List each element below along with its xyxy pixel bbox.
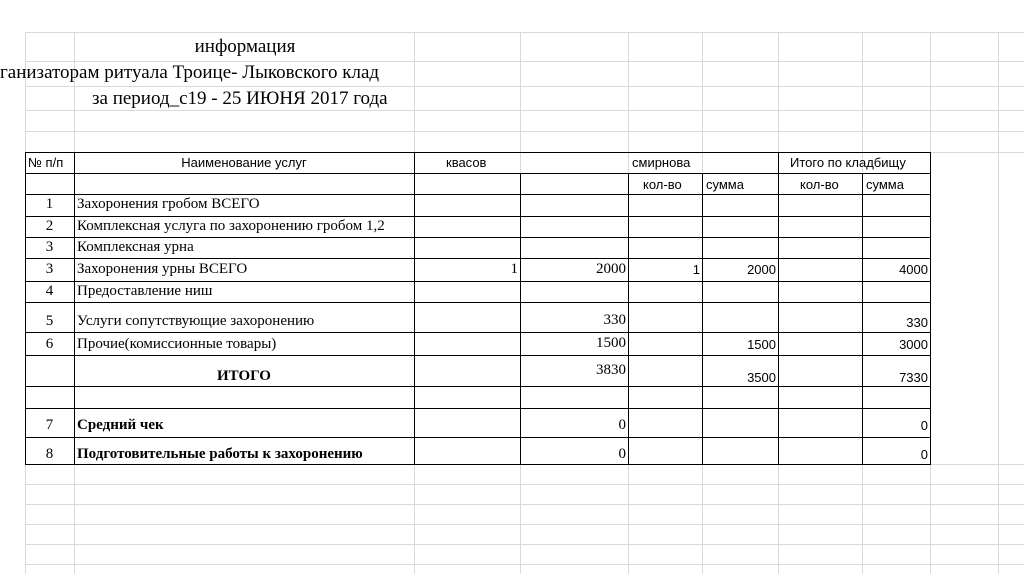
header-num: № п/п: [28, 155, 64, 170]
total-sum-cell: 0: [920, 447, 928, 462]
row-num: 3: [45, 239, 54, 255]
row-num: 6: [45, 336, 54, 352]
kvasov-sum-cell: 0: [618, 417, 626, 433]
row-num: 8: [45, 446, 54, 462]
header-total: Итого по кладбищу: [790, 155, 906, 170]
header-smirnova-sum: сумма: [706, 177, 744, 192]
smirnova-sum-cell: 1500: [747, 337, 776, 352]
header-kvasov: квасов: [446, 155, 487, 170]
header-name: Наименование услуг: [181, 155, 307, 170]
header-total-sum: сумма: [866, 177, 904, 192]
row-num: 7: [45, 417, 54, 433]
doc-title: информация: [194, 36, 296, 57]
row-name: Прочие(комиссионные товары): [77, 336, 277, 352]
header-smirnova: смирнова: [632, 155, 691, 170]
kvasov-sum-cell: 330: [603, 312, 626, 328]
row-num: 3: [45, 261, 54, 277]
row-num: 2: [45, 218, 54, 234]
row-num: 1: [45, 196, 54, 212]
total-sum-cell: 0: [920, 418, 928, 433]
smirnova-sum-cell: 2000: [747, 262, 776, 277]
kvasov-qty-cell: 1: [510, 261, 518, 277]
kvasov-sum-cell: 2000: [596, 261, 626, 277]
total-sum-cell: 4000: [899, 262, 928, 277]
doc-period: за период_с19 - 25 ИЮНЯ 2017 года: [92, 88, 388, 109]
row-name: Комплексная услуга по захоронению гробом 1,2: [77, 218, 385, 234]
row-num: 4: [45, 283, 54, 299]
smirnova-sum-cell: 3500: [747, 370, 776, 385]
kvasov-sum-cell: 1500: [596, 335, 626, 351]
row-name: Подготовительные работы к захоронению: [77, 446, 363, 462]
row-name: Комплексная урна: [77, 239, 194, 255]
total-row-label: ИТОГО: [217, 368, 271, 384]
kvasov-sum-cell: 3830: [596, 362, 626, 378]
row-name: Захоронения гробом ВСЕГО: [77, 196, 260, 212]
kvasov-sum-cell: 0: [618, 446, 626, 462]
smirnova-qty-cell: 1: [692, 262, 700, 277]
row-name: Услуги сопутствующие захоронению: [77, 313, 315, 329]
header-smirnova-qty: кол-во: [643, 177, 682, 192]
total-sum-cell: 7330: [899, 370, 928, 385]
row-name: Предоставление ниш: [77, 283, 213, 299]
total-sum-cell: 330: [906, 315, 928, 330]
doc-subtitle: ганизаторам ритуала Троице- Лыковского клад: [0, 62, 380, 83]
row-name: Захоронения урны ВСЕГО: [77, 261, 248, 277]
row-num: 5: [45, 313, 54, 329]
header-total-qty: кол-во: [800, 177, 839, 192]
total-sum-cell: 3000: [899, 337, 928, 352]
row-name: Средний чек: [77, 417, 164, 433]
